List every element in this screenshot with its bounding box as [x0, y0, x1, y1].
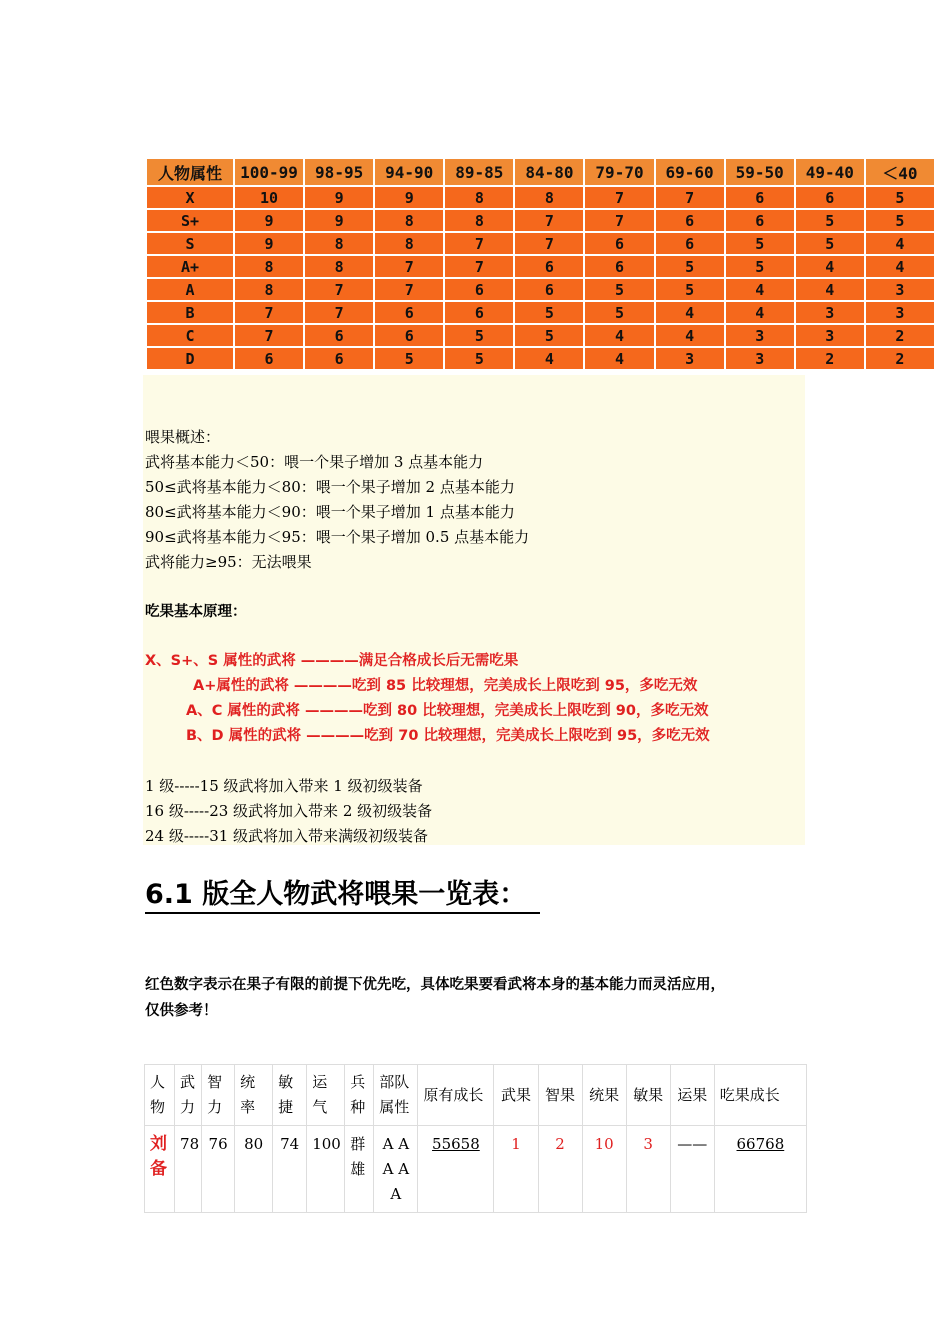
- attr-value-cell: 4: [584, 347, 654, 370]
- attr-value-cell: 4: [795, 255, 865, 278]
- attr-value-cell: 2: [865, 347, 935, 370]
- attr-value-cell: 7: [584, 186, 654, 209]
- attr-value-cell: 6: [584, 232, 654, 255]
- header-cell: 智力: [202, 1065, 235, 1126]
- attr-header-cell: 49-40: [795, 158, 865, 186]
- attr-value-cell: 7: [584, 209, 654, 232]
- attr-value-cell: 4: [655, 324, 725, 347]
- attr-row: [146, 347, 935, 370]
- attr-value-cell: 7: [234, 301, 304, 324]
- attr-value-cell: 5: [795, 209, 865, 232]
- fruit-table: [144, 1064, 807, 1213]
- attr-value-cell: 6: [444, 301, 514, 324]
- attr-value-cell: 6: [514, 278, 584, 301]
- attr-value-cell: 3: [795, 301, 865, 324]
- table-header-row: [145, 1065, 807, 1126]
- attr-value-cell: 8: [234, 278, 304, 301]
- attr-value-cell: 5: [725, 255, 795, 278]
- attr-row: [146, 324, 935, 347]
- header-cell: 吃果成长: [714, 1065, 806, 1126]
- header-cell: 部队属性: [374, 1065, 418, 1126]
- attr-header-cell: 98-95: [304, 158, 374, 186]
- attr-header-cell: 人物属性: [146, 158, 234, 186]
- attr-rank-label: D: [146, 347, 234, 370]
- attr-rank-label: A+: [146, 255, 234, 278]
- overview-title: 喂果概述：: [145, 428, 221, 446]
- attr-value-cell: 9: [234, 232, 304, 255]
- attr-header-cell: ＜40: [865, 158, 935, 186]
- attr-value-cell: 7: [444, 232, 514, 255]
- overview-line: 武将基本能力＜50：喂一个果子增加 3 点基本能力: [145, 453, 484, 471]
- general-name: 刘备: [145, 1126, 175, 1213]
- header-cell: 兵种: [345, 1065, 374, 1126]
- attr-value-cell: 5: [655, 278, 725, 301]
- principle-line: B、D 属性的武将 ————吃到 70 比较理想，完美成长上限吃到 95，多吃无效: [186, 728, 710, 744]
- attr-value-cell: 5: [865, 209, 935, 232]
- attr-value-cell: 9: [374, 186, 444, 209]
- attr-row: [146, 301, 935, 324]
- stat-tong: 80: [235, 1126, 273, 1213]
- equipment-line: 24 级-----31 级武将加入带来满级初级装备: [145, 827, 429, 845]
- attr-value-cell: 4: [725, 301, 795, 324]
- header-cell: 运果: [670, 1065, 714, 1126]
- principle-title: 吃果基本原理：: [145, 604, 247, 620]
- header-cell: 敏捷: [273, 1065, 307, 1126]
- attr-rank-label: S+: [146, 209, 234, 232]
- header-cell: 原有成长: [418, 1065, 494, 1126]
- attr-value-cell: 8: [374, 232, 444, 255]
- attr-value-cell: 3: [865, 278, 935, 301]
- attr-value-cell: 6: [655, 232, 725, 255]
- attr-value-cell: 4: [865, 232, 935, 255]
- attr-value-cell: 8: [444, 209, 514, 232]
- attr-value-cell: 5: [795, 232, 865, 255]
- overview-line: 50≤武将基本能力＜80：喂一个果子增加 2 点基本能力: [145, 478, 515, 496]
- attr-row: [146, 232, 935, 255]
- attr-value-cell: 8: [234, 255, 304, 278]
- stat-wu: 78: [175, 1126, 202, 1213]
- overview-line: 80≤武将基本能力＜90：喂一个果子增加 1 点基本能力: [145, 503, 515, 521]
- attr-rank-label: S: [146, 232, 234, 255]
- header-cell: 敏果: [626, 1065, 670, 1126]
- attr-value-cell: 4: [514, 347, 584, 370]
- attr-value-cell: 7: [304, 278, 374, 301]
- attr-value-cell: 5: [584, 301, 654, 324]
- attr-value-cell: 5: [374, 347, 444, 370]
- principle-line: X、S+、S 属性的武将 ————满足合格成长后无需吃果: [145, 653, 519, 669]
- note-line: 仅供参考！: [145, 1003, 218, 1019]
- attr-header-cell: 89-85: [444, 158, 514, 186]
- attr-value-cell: 3: [725, 347, 795, 370]
- attr-value-cell: 9: [304, 186, 374, 209]
- header-cell: 武力: [175, 1065, 202, 1126]
- attr-value-cell: 7: [444, 255, 514, 278]
- fruit-wu: 1: [494, 1126, 538, 1213]
- attr-value-cell: 3: [795, 324, 865, 347]
- header-cell: 运气: [307, 1065, 345, 1126]
- attr-rank-label: B: [146, 301, 234, 324]
- attr-row: [146, 278, 935, 301]
- attr-value-cell: 3: [725, 324, 795, 347]
- principle-line: A、C 属性的武将 ————吃到 80 比较理想，完美成长上限吃到 90，多吃无效: [186, 703, 709, 719]
- attr-header-cell: 69-60: [655, 158, 725, 186]
- attr-value-cell: 6: [584, 255, 654, 278]
- attr-value-cell: 5: [444, 324, 514, 347]
- stat-min: 74: [273, 1126, 307, 1213]
- header-cell: 智果: [538, 1065, 582, 1126]
- principle-line: A+属性的武将 ————吃到 85 比较理想，完美成长上限吃到 95，多吃无效: [193, 678, 698, 694]
- header-cell: 人物: [145, 1065, 175, 1126]
- attr-rank-label: X: [146, 186, 234, 209]
- section-title: 6.1 版全人物武将喂果一览表：: [145, 878, 540, 914]
- table-row: [145, 1126, 807, 1213]
- attr-value-cell: 7: [374, 255, 444, 278]
- attr-rank-label: A: [146, 278, 234, 301]
- attr-value-cell: 8: [514, 186, 584, 209]
- header-cell: 武果: [494, 1065, 538, 1126]
- attr-header-cell: 59-50: [725, 158, 795, 186]
- attr-value-cell: 7: [514, 209, 584, 232]
- attr-value-cell: 6: [374, 301, 444, 324]
- attr-value-cell: 8: [374, 209, 444, 232]
- attr-value-cell: 4: [795, 278, 865, 301]
- attr-value-cell: 8: [304, 255, 374, 278]
- attr-value-cell: 4: [655, 301, 725, 324]
- attr-value-cell: 6: [725, 186, 795, 209]
- fruit-yun: ——: [670, 1126, 714, 1213]
- attr-value-cell: 6: [374, 324, 444, 347]
- attr-header-cell: 94-90: [374, 158, 444, 186]
- attr-value-cell: 3: [655, 347, 725, 370]
- note-line: 红色数字表示在果子有限的前提下优先吃，具体吃果要看武将本身的基本能力而灵活应用，: [145, 977, 725, 993]
- attr-value-cell: 9: [304, 209, 374, 232]
- attr-value-cell: 6: [444, 278, 514, 301]
- attr-value-cell: 9: [234, 209, 304, 232]
- attr-value-cell: 8: [304, 232, 374, 255]
- unit-attributes: A A A A A: [374, 1126, 418, 1213]
- troop-type: 群雄: [345, 1126, 374, 1213]
- attr-value-cell: 8: [444, 186, 514, 209]
- attr-value-cell: 6: [514, 255, 584, 278]
- fruit-min: 3: [626, 1126, 670, 1213]
- attr-value-cell: 6: [304, 324, 374, 347]
- attr-value-cell: 5: [514, 301, 584, 324]
- attr-value-cell: 7: [514, 232, 584, 255]
- attr-header-cell: 100-99: [234, 158, 304, 186]
- attr-value-cell: 6: [655, 209, 725, 232]
- attr-value-cell: 10: [234, 186, 304, 209]
- attr-value-cell: 5: [725, 232, 795, 255]
- attr-value-cell: 2: [795, 347, 865, 370]
- attr-value-cell: 7: [234, 324, 304, 347]
- attr-value-cell: 6: [234, 347, 304, 370]
- attr-value-cell: 7: [374, 278, 444, 301]
- attr-value-cell: 5: [655, 255, 725, 278]
- fruit-zhi: 2: [538, 1126, 582, 1213]
- attr-value-cell: 5: [514, 324, 584, 347]
- attr-value-cell: 3: [865, 301, 935, 324]
- attr-value-cell: 4: [725, 278, 795, 301]
- attr-row: [146, 209, 935, 232]
- attr-value-cell: 5: [444, 347, 514, 370]
- overview-line: 90≤武将基本能力＜95：喂一个果子增加 0.5 点基本能力: [145, 528, 530, 546]
- attr-row: [146, 255, 935, 278]
- attr-header-cell: 79-70: [584, 158, 654, 186]
- attr-value-cell: 6: [795, 186, 865, 209]
- fruit-tong: 10: [582, 1126, 626, 1213]
- overview-line: 武将能力≥95：无法喂果: [145, 553, 312, 571]
- attr-header-row: [146, 158, 935, 186]
- attr-value-cell: 7: [304, 301, 374, 324]
- attr-rank-label: C: [146, 324, 234, 347]
- original-growth: 55658: [418, 1126, 494, 1213]
- eaten-growth: 66768: [714, 1126, 806, 1213]
- attr-header-cell: 84-80: [514, 158, 584, 186]
- equipment-line: 1 级-----15 级武将加入带来 1 级初级装备: [145, 777, 423, 795]
- attr-value-cell: 6: [304, 347, 374, 370]
- stat-zhi: 76: [202, 1126, 235, 1213]
- header-cell: 统果: [582, 1065, 626, 1126]
- attr-value-cell: 5: [584, 278, 654, 301]
- attr-value-cell: 4: [865, 255, 935, 278]
- attr-value-cell: 5: [865, 186, 935, 209]
- attr-value-cell: 6: [725, 209, 795, 232]
- attr-row: [146, 186, 935, 209]
- attr-value-cell: 7: [655, 186, 725, 209]
- attr-value-cell: 4: [584, 324, 654, 347]
- header-cell: 统率: [235, 1065, 273, 1126]
- attr-value-cell: 2: [865, 324, 935, 347]
- attribute-table: [145, 157, 936, 371]
- equipment-line: 16 级-----23 级武将加入带来 2 级初级装备: [145, 802, 433, 820]
- stat-yun: 100: [307, 1126, 345, 1213]
